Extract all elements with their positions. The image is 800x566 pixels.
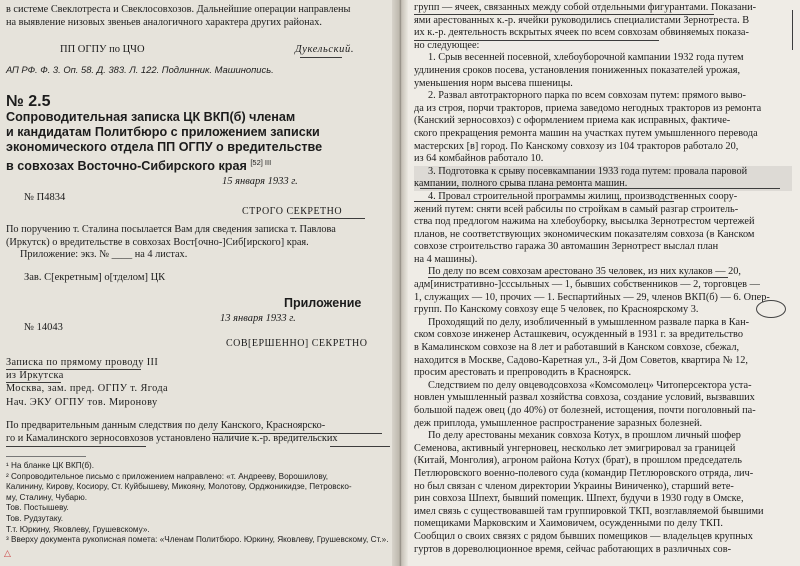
text-line: (Иркутск) о вредительстве в совхозах Вост[очно-]Сиб[ирского] края.	[6, 236, 309, 248]
text-line: 2. Развал автотракторного парка по всем совхозам путем: прямого выво-	[428, 90, 746, 102]
text-line: Семенова, активный унгерновец, несколько лет эмигрировал за границей	[414, 442, 736, 454]
department-signature: Зав. С[екретным] о[тделом] ЦК	[24, 272, 166, 283]
text-line: новлен умышленный развал хозяйства совхоза, создание условий, вызвавших	[414, 392, 755, 404]
pen-underline	[6, 382, 61, 383]
text-line: на 4 машины).	[414, 253, 478, 265]
cover-letter-body	[6, 224, 388, 262]
text-line: Петлюровского военно-полевого суда (командир Петлюровского отряда, лич-	[414, 467, 754, 479]
footnote-line: Калинину, Кирову, Косиору, Ст. Куйбышеву, Микояну, Молотову, Орджоникидзе, Петровско-	[6, 482, 352, 492]
text-line: ями арестованных к.-р. ячейки руководились специалистами Зернотреста. В	[414, 14, 750, 26]
page-corner-mark: △	[4, 548, 11, 558]
memo-header	[6, 356, 386, 409]
title-line: и кандидатам Политбюро с приложением записки	[6, 125, 320, 139]
text-line: го и Камалинского зерносовхозов установлено наличие к.-р. вредительских	[6, 432, 338, 444]
text-line: групп — ячеек, связанных между собой отдельными фигурантами. Показани-	[414, 2, 757, 13]
right-page	[400, 0, 800, 566]
pen-mark	[300, 57, 342, 58]
text-line: Проходящий по делу, изобличенный в умышленном развале парка в Кан-	[428, 316, 750, 328]
title-line: Сопроводительная записка ЦК ВКП(б) членам	[6, 110, 296, 124]
text-line: деж приплода, умышленное распространение заразных болезней.	[414, 417, 703, 429]
text-line: По предварительным данным следствия по делу Канского, Красноярско-	[6, 420, 326, 431]
document-reg-number: № П4834	[24, 192, 66, 203]
pen-underline	[6, 369, 141, 370]
left-page	[0, 0, 398, 566]
text-line: рин совхоза Шпехт, бывший помещик. Шпехт, будучи в 1930 году в Омске,	[414, 493, 744, 505]
footnotes	[6, 461, 390, 546]
book-spine-gutter	[392, 0, 408, 566]
footnote-line: ³ Вверху документа рукописная помета: «Членам Политбюро. Юркину, Яковлеву, Грушевскому, Ст.».	[6, 535, 389, 545]
pen-underline	[212, 433, 382, 434]
pen-mark	[290, 218, 365, 219]
text-line: да из строя, порчи тракторов, приема заведомо негодных тракторов из ремонта	[414, 102, 762, 114]
document-number: № 2.5	[6, 93, 51, 110]
document-title	[6, 110, 386, 174]
text-line: на выявление низовых звеньев аналогичного характера других районах.	[6, 16, 322, 28]
text-line: ского прекращения ремонта машин на участках путем умышленного перевода	[414, 127, 758, 139]
text-line: мастерских [в] город. По Канскому совхозу из 104 тракторов работало 20,	[414, 140, 739, 152]
footnote-divider	[6, 456, 86, 457]
pen-underline	[330, 446, 390, 447]
appendix-number: № 14043	[24, 322, 63, 333]
text-line: жений путем: сняти всей рабсилы по стройкам в самый разгар строитель-	[414, 203, 739, 215]
title-line: экономического отдела ПП ОГПУ о вредительстве	[6, 140, 323, 154]
text-line: уменьшения норм высева пшеницы.	[414, 77, 573, 89]
text-line: помещиками Марковским и Хаимовичем, осужденными по делу ТКП.	[414, 518, 723, 530]
signature-org: ПП ОГПУ по ЦЧО	[60, 44, 145, 55]
title-line: в совхозах Восточно-Сибирского края	[6, 159, 247, 174]
text-line: (Канский зерносовхоз) с оформлением приема как исправных, фактиче-	[414, 115, 731, 127]
text-line: (Китай, Монголия), агроном района Котух (брат), в прошлом председатель	[414, 455, 742, 467]
text-line: просим арестовать и препроводить в Красноярск.	[414, 367, 632, 379]
text-line: в системе Свеклотреста и Свеклосовхозов. Дальнейшие операции направлены	[6, 4, 351, 15]
text-line: групп. По Канскому совхозу еще 5 человек, по Красноярскому 3.	[414, 304, 699, 316]
text-line: 1, служащих — 10, прочих — 1. Беспартийных — 29, членов ВКП(б) — 6. Опер-	[414, 291, 770, 303]
text-line: гуртов в дореволюционное время, сейчас работающих в различных сов-	[414, 543, 732, 555]
signature-name: Дукельский.	[295, 44, 355, 55]
footnote-line: ¹ На бланке ЦК ВКП(б).	[6, 461, 95, 470]
text-line: находится в Москве, Садово-Каретная ул., 3-й Дом Советов, квартира № 12,	[414, 354, 748, 366]
footnote-line: Тов. Постышеву.	[6, 503, 69, 513]
footnote-line: Т.т. Юркину, Яковлеву, Грушевскому».	[6, 524, 150, 534]
text-line: имел связь с существовавшей там группировкой ТКП, возглавляемой бывшими	[414, 505, 764, 517]
text-line: планов, не соответствующих экономическим показателям совхоза (в Канском	[414, 228, 755, 240]
text-line: Сообщил о своих связях с рядом бывших помещиков — владельцев крупных	[414, 530, 753, 542]
text-line: адм[инистративно-]сссыльных — 1, бывших собственников — 2, торговцев —	[414, 279, 760, 291]
appendix-date: 13 января 1933 г.	[220, 313, 296, 324]
pen-circle	[756, 300, 786, 318]
pen-margin-mark	[792, 10, 794, 50]
appendix-secrecy-stamp: СОВ[ЕРШЕННО] СЕКРЕТНО	[226, 338, 368, 349]
memo-line: Москва, зам. пред. ОГПУ т. Ягода	[6, 383, 168, 395]
memo-line: Записка по прямому проводу III	[6, 357, 159, 368]
text-line: Приложение: экз. № ____ на 4 листах.	[20, 249, 188, 261]
footnote-line: му, Сталину, Чубарю.	[6, 492, 88, 502]
pen-underline	[414, 201, 674, 202]
document-date: 15 января 1933 г.	[222, 176, 298, 187]
secrecy-stamp: СТРОГО СЕКРЕТНО	[242, 206, 343, 217]
text-line: 1. Срыв весенней посевной, хлебоуборочной кампании 1932 года путем	[428, 52, 744, 64]
memo-line: Нач. ЭКУ ОГПУ тов. Миронову	[6, 396, 158, 408]
pen-underline	[420, 188, 780, 189]
text-line: По делу по всем совхозам арестовано 35 человек, из них кулаков — 20,	[428, 266, 741, 278]
text-line: большой падеж овец (до 40%) от болезней, истощения, почти поголовный па-	[414, 405, 756, 416]
text-line: но был связан с членом директории Украины Виниченко), старший вете-	[414, 480, 734, 492]
pen-underline	[414, 40, 659, 41]
text-line: в Камалинском совхозе на 8 лет и работавший в Канском совхозе, сбежал,	[414, 342, 740, 354]
text-line: их к.-р. деятельность вскрытых ячеек по всем совхозам обвиняемых показа-	[414, 27, 749, 39]
appendix-heading: Приложение	[284, 296, 362, 310]
memo-line: из Иркутска	[6, 370, 64, 382]
footnote-line: Тов. Рудзутаку.	[6, 513, 64, 523]
pen-underline	[6, 446, 146, 447]
text-line: из 64 комбайнов работало 10.	[414, 153, 544, 165]
intro-paragraph	[6, 4, 378, 29]
text-line: Следствием по делу овцеводсовхоза «Комсомолец» Читоперсектора уста-	[428, 379, 752, 391]
text-line: но следующее:	[414, 39, 480, 51]
footnote-line: ² Сопроводительное письмо с приложением направлено: «т. Андрееву, Ворошилову,	[6, 471, 329, 481]
highlighted-line: кампании, полного срыва плана ремонта машин.	[414, 178, 792, 191]
text-line: По делу арестованы механик совхоза Котух, в прошлом личный шофер	[428, 430, 741, 442]
text-line: 4. Провал строительной программы жилищ, производственных соору-	[428, 190, 738, 202]
text-line: совхозе строительство гаража 30 автомашин Зернотрест выслал план	[414, 241, 719, 253]
text-line: удлинения сроков посева, установления пониженных показателей урожая,	[414, 64, 741, 76]
pen-underline	[428, 277, 728, 278]
highlighted-line: 3. Подготовка к срыву посевкампании 1933 года путем: провала паровой	[414, 166, 792, 179]
text-line: ском совхозе инженер Асташкевич, осужденный в 1931 г. за вредительство	[414, 329, 743, 341]
pen-underline	[414, 14, 714, 15]
right-page-text	[414, 2, 792, 556]
archive-reference: АП РФ. Ф. 3. Оп. 58. Д. 383. Л. 122. Подлинник. Машинопись.	[6, 64, 274, 75]
text-line: ства под предлогом нажима на хлебоуборку, высылка Зернотрестом чертежей	[414, 216, 755, 228]
text-line: По поручению т. Сталина посылается Вам для сведения записка т. Павлова	[6, 224, 336, 235]
title-note: [52] III	[250, 158, 272, 167]
